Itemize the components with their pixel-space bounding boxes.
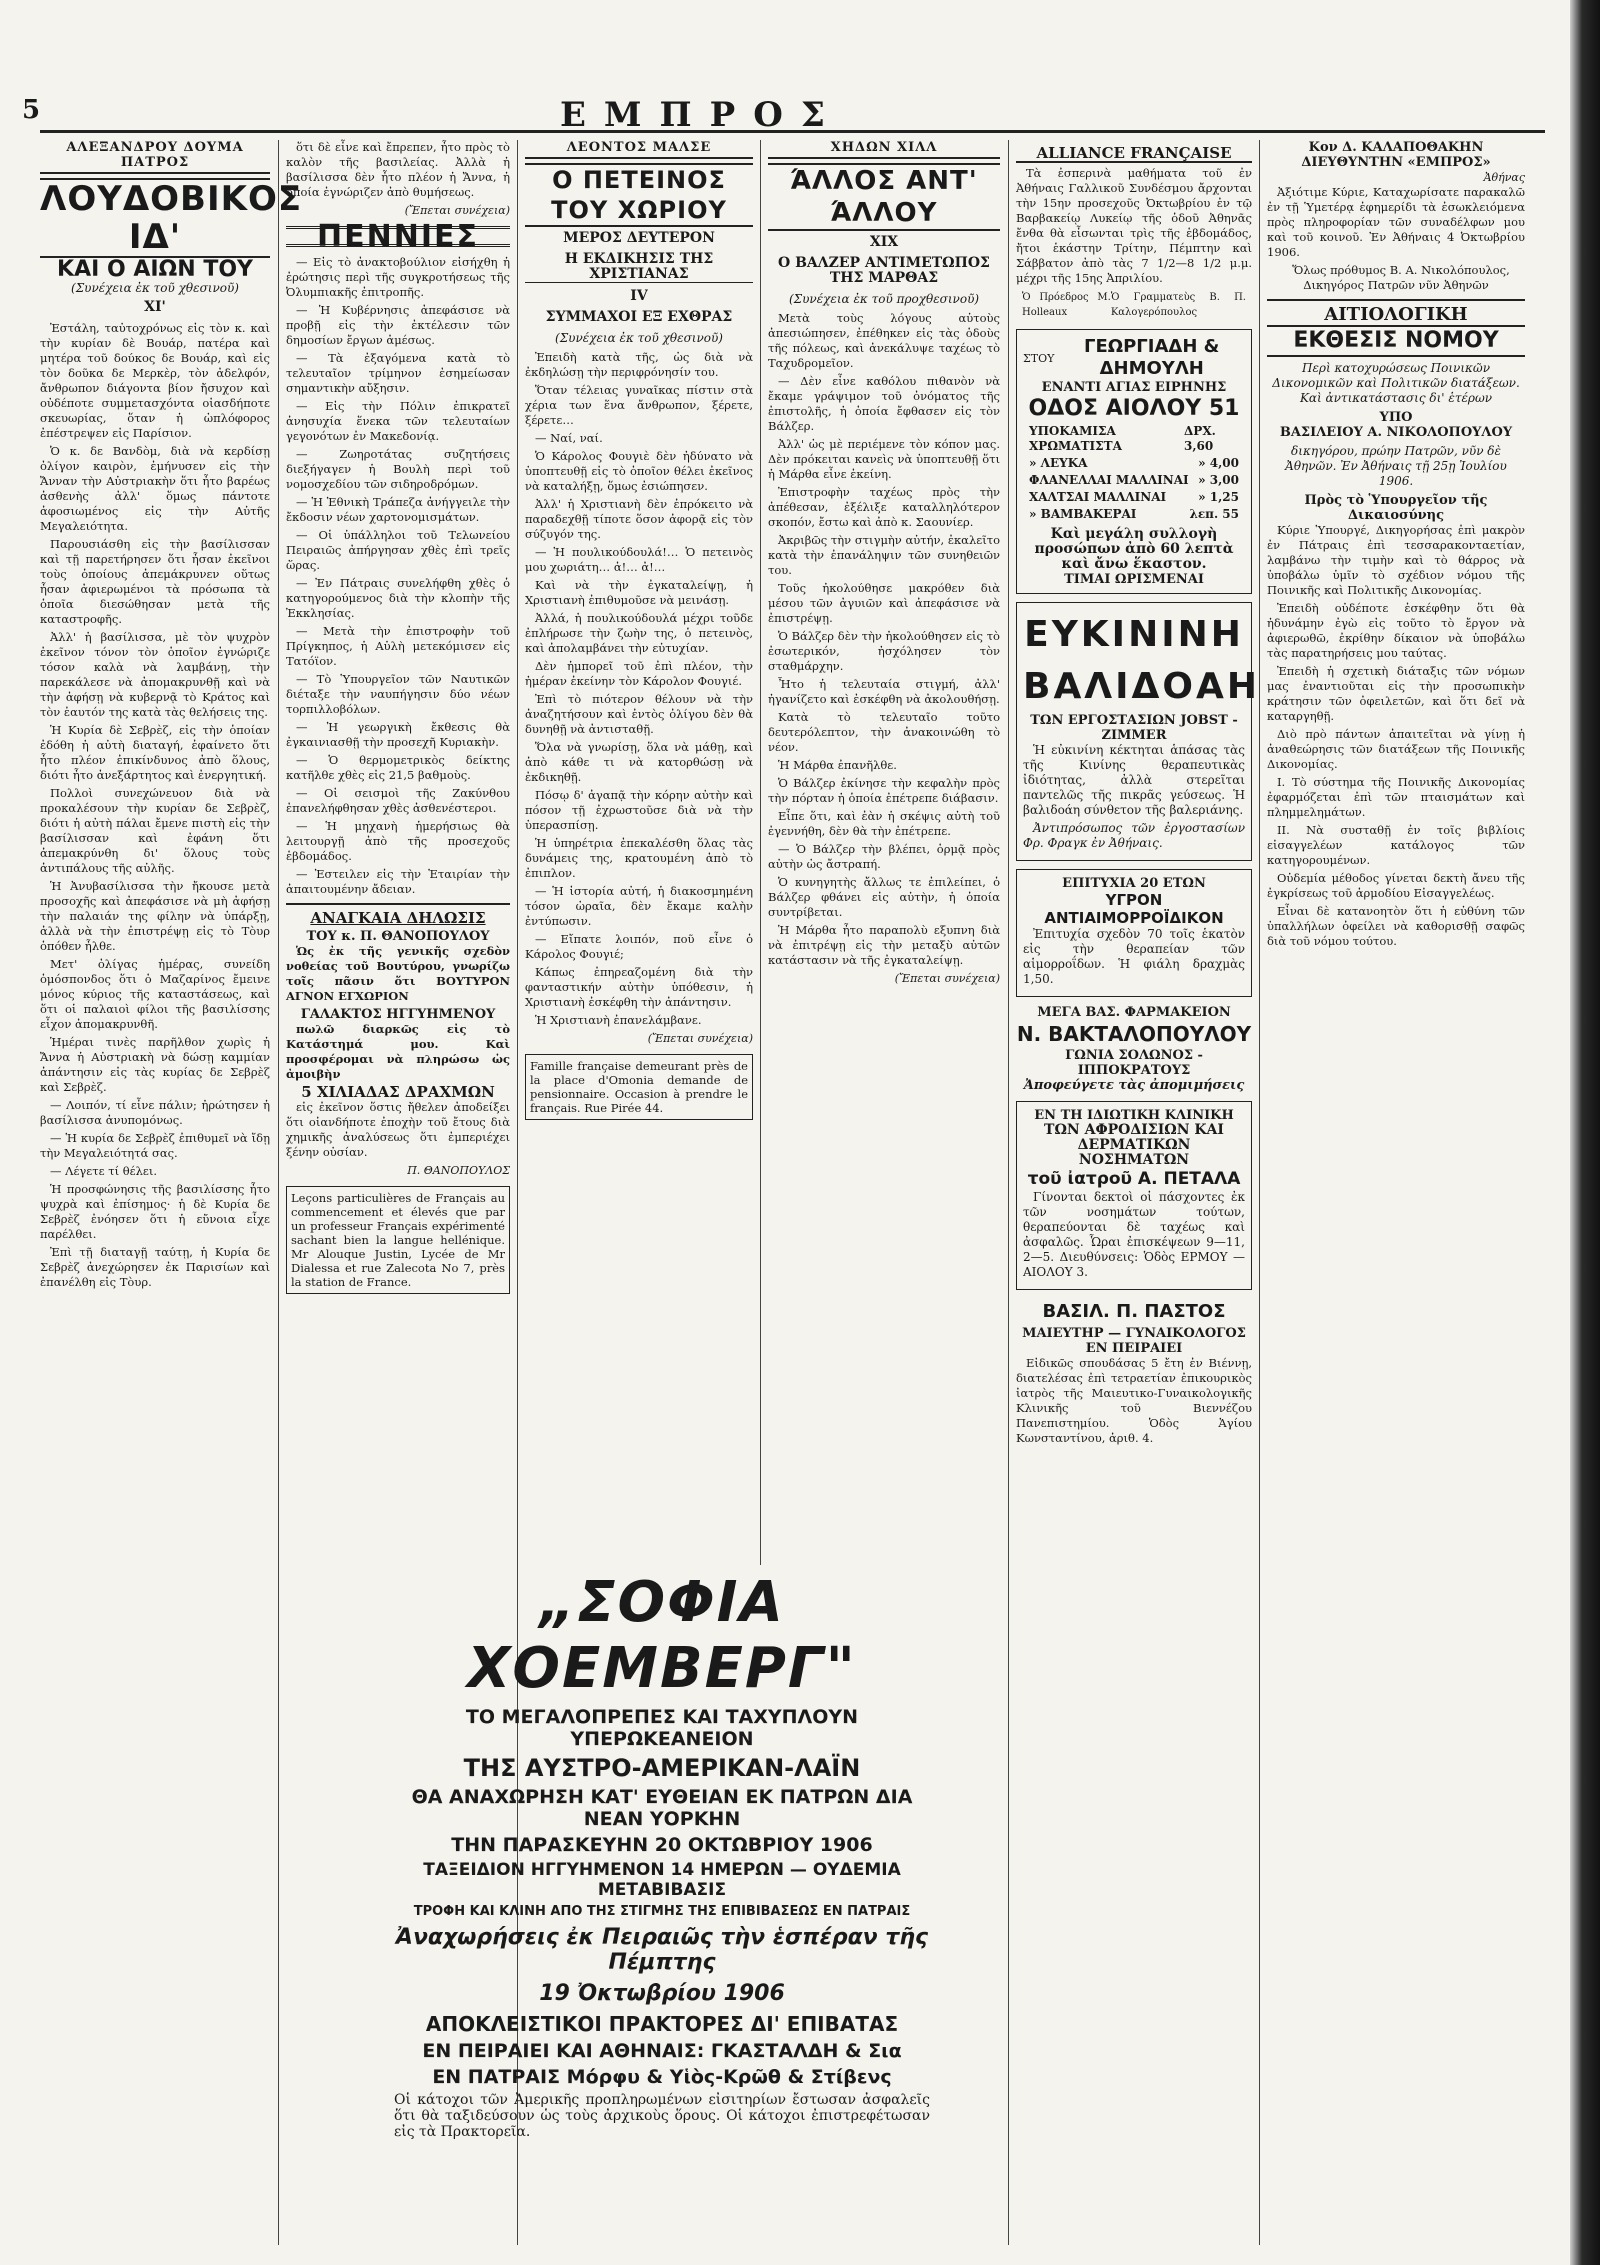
text-paragraph: Κατὰ τὸ τελευταῖο τοῦτο δευτερόλεπτον, τὴν ἀνακοινώθη τὸ νέον. — [768, 710, 1000, 754]
page-edge-shadow — [1570, 0, 1600, 2265]
serial-author: ΧΗΔΩΝ ΧΙΛΛ — [768, 140, 1000, 159]
law-addressee: Πρὸς τὸ Ὑπουργεῖον τῆς Δικαιοσύνης — [1304, 493, 1488, 523]
text-paragraph: — Μετὰ τὴν ἐπιστροφὴν τοῦ Πρίγκηπος, ἡ Αὐλὴ μετεκόμισεν εἰς Τατόϊον. — [286, 624, 510, 668]
column-rule — [1259, 140, 1260, 2245]
pharmacy-name: Ν. ΒΑΚΤΑΛΟΠΟΥΛΟΥ — [1016, 1022, 1252, 1046]
column-rule — [278, 140, 279, 2245]
serial-title: ΛΟΥΔΟΒΙΚΟΣ ΙΔ' — [40, 179, 303, 257]
chapter-title: ΣΥΜΜΑΧΟΙ ΕΞ ΕΧΘΡΑΣ — [545, 309, 733, 325]
text-paragraph: Ἀκριβῶς τὴν στιγμὴν αὐτήν, ἐκαλεῖτο κατὰ τὴν ἐπανάληψιν τῶν συνηθειῶν του. — [768, 533, 1000, 577]
text-paragraph: ὅτι δὲ εἶνε καὶ ἔπρεπεν, ἦτο πρὸς τὸ καλὸν τῆς βασιλείας. Ἀλλὰ ἡ βασίλισσα δὲν ἦτο πλέον ἡ Ἄννα, ἡ ὁποία ἐγνώριζεν ἀπὸ θυμήσεως. — [286, 140, 510, 199]
ad-line: ΤΟ ΜΕΓΑΛΟΠΡΕΠΕΣ ΚΑΙ ΤΑΧΥΠΛΟΥΝ ΥΠΕΡΩΚΕΑΝΕΙΟΝ — [465, 1706, 859, 1750]
letter-signature: Ὅλως πρόθυμος Β. Α. Νικολόπουλος, Δικηγόρος Πατρῶν νῦν Ἀθηνῶν — [1292, 263, 1510, 292]
serial-part: ΜΕΡΟΣ ΔΕΥΤΕΡΟΝ — [563, 230, 715, 246]
text-paragraph: Ἡμέραι τινὲς παρῆλθον χωρὶς ἡ Ἄννα ἡ Αὐστριακὴ νὰ δώσῃ καμμίαν ἀπάντησιν εἰς τὰς κυρίας δε Σεβρὲζ καὶ Σεβρὲζ. — [40, 1035, 270, 1094]
law-author-sub: δικηγόρου, πρώην Πατρῶν, νῦν δὲ Ἀθηνῶν. Ἐν Ἀθήναις τῇ 25ῃ Ἰουλίου 1906. — [1285, 444, 1507, 488]
text-paragraph: Κάπως ἐπηρεαζομένη διὰ τὴν φανταστικήν αὐτὴν ὑπόθεσιν, ἡ Χριστιανὴ ἐσκέφθη τὴν ἀπάντησιν. — [525, 965, 753, 1009]
eukinine-footer: Ἀντιπρόσωπος τῶν ἐργοστασίων Φρ. Φραγκ ἐν Ἀθήναις. — [1023, 821, 1245, 850]
clinic-text: Γίνονται δεκτοὶ οἱ πάσχοντες ἐκ τῶν νοσημάτων τούτων, θεραπεύονται δὲ ταχέως καὶ ἀσφαλῶς. Ὧραι ἐπισκέψεων 9—11, 2—5. Διευθύνσεις: Ὁδὸς ΕΡΜΟΥ — ΑΙΟΛΟΥ 3. — [1023, 1190, 1245, 1279]
text-paragraph: Ἡ Κυρία δὲ Σεβρὲζ, εἰς τὴν ὁποίαν ἐδόθη ἡ αὐτὴ διαταγή, ἐφαίνετο ὅτι ἦτο πλέον ἐπικίνδυνος ἀπὸ ὅλους, διότι ἦτο ἀνεξάρτητος καὶ ἐνεργητική. — [40, 723, 270, 782]
letter-recipient: Κον Δ. ΚΑΛΑΠΟΘΑΚΗΝ — [1308, 140, 1484, 155]
ad-heading: ΕΠΙΤΥΧΙΑ 20 ΕΤΩΝ — [1062, 876, 1206, 891]
law-heading: ΑΙΤΙΟΛΟΓΙΚΗ — [1324, 304, 1468, 325]
midwife-name: ΒΑΣΙΛ. Π. ΠΑΣΤΟΣ — [1042, 1301, 1226, 1322]
text-paragraph: — Τὸ Ὑπουργεῖον τῶν Ναυτικῶν διέταξε τὴν ναυπήγησιν δύο νέων τορπιλλοβόλων. — [286, 672, 510, 716]
notice-product: ΓΑΛΑΚΤΟΣ ΗΓΓΥΗΜΕΝΟΥ — [300, 1007, 496, 1022]
eukinine-sub: ΤΩΝ ΕΡΓΟΣΤΑΣΙΩΝ JOBST - ZIMMER — [1030, 713, 1238, 743]
text-paragraph: II. Νὰ συσταθῇ ἐν τοῖς βιβλίοις εἰσαγγελέων κατάλογος τῶν κατηγορουμένων. — [1267, 823, 1525, 867]
store-address: ΟΔΟΣ ΑΙΟΛΟΥ 51 — [1028, 396, 1240, 421]
text-paragraph: Ἀλλά, ἡ πουλικούδουλά μέχρι τοῦδε ἐπλήρωσε τὴν ζωὴν της, ὁ πετεινὸς, καὶ ἀπολαμβάνει τὴν εὐτυχίαν. — [525, 611, 753, 655]
letter-text: Ἀξιότιμε Κύριε, Καταχωρίσατε παρακαλῶ ἐν τῇ Ὑμετέρᾳ ἐφημερίδι τὰ ἐσωκλειόμενα πρὸς πληροφορίαν τῶν συναδέλφων μου καὶ τοῦ κοινοῦ. Ἐν Ἀθήναις 4 Ὀκτωβρίου 1906. — [1267, 185, 1525, 259]
store-fixed-prices: ΤΙΜΑΙ ΩΡΙΣΜΕΝΑΙ — [1064, 572, 1204, 587]
text-paragraph: Ἐπειδὴ ἡ σχετικὴ διάταξις τῶν νόμων μας ἐναντιοῦται εἰς τὴν προσωπικὴν κράτησιν τῶν ὀφειλετῶν, καὶ ὅτι δεῖ νὰ καταργηθῇ. — [1267, 664, 1525, 723]
text-paragraph: Ὅταν τέλειας γυναῖκας πίστιν στὰ χέρια των ἕνα ἄνθρωπον, ξέρετε, ξέρετε… — [525, 383, 753, 427]
text-paragraph: Ἀλλ' ὡς μὲ περιέμενε τὸν κόπον μας. Δὲν πρόκειται κανεὶς νὰ ὑποπτευθῇ ὅτι ἡ Μάρθα εἶνε ἐκείνη. — [768, 437, 1000, 481]
text-paragraph: Μετ' ὀλίγας ἡμέρας, συνείδη ὁμόσπονδος ὅτι ὁ Μαζαρίνος ἔμεινε μόνος κύριος τῆς καταστάσεως, καὶ ὅτι οἱ παλαιοὶ φίλοι τῆς βασιλίσσης εἶχον ἀπομακρυνθῆ. — [40, 957, 270, 1031]
notice-reward: 5 ΧΙΛΙΑΔΑΣ ΔΡΑΧΜΩΝ — [301, 1083, 495, 1101]
top-rule — [40, 130, 1545, 133]
price-list — [1023, 423, 1245, 523]
page-number: 5 — [22, 95, 41, 125]
price-row — [1023, 455, 1245, 472]
text-paragraph: Ἦτο ἡ τελευταία στιγμή, ἀλλ' ἠγανίζετο καὶ ἐσκέφθη νὰ ἀκολουθήσῃ. — [768, 677, 1000, 706]
text-paragraph: Ὁ Βάλζερ δὲν τὴν ἠκολούθησεν εἰς τὸ ἐσωτερικόν, ἠσχόλησεν τὸν σταθμάρχην. — [768, 629, 1000, 673]
clinic-heading: ΕΝ ΤΗ ΙΔΙΩΤΙΚΗ ΚΛΙΝΙΚΗ — [1034, 1108, 1234, 1123]
text-paragraph: Ἀλλ' ἡ Χριστιανὴ δὲν ἐπρόκειτο νὰ παραδεχθῇ τίποτε ὅσον ἀφορᾷ εἰς τὸν σύζυγόν της. — [525, 497, 753, 541]
notice-body: Ὡς ἐκ τῆς γενικῆς σχεδὸν νοθείας τοῦ Βουτύρου, γνωρίζω τοῖς πᾶσιν ὅτι ΒΟΥΤΥΡΟΝ ΑΓΝΟΝ ΕΓΧΩΡΙΟΝ — [286, 944, 510, 1003]
text-paragraph: Πόσῳ δ' ἀγαπᾷ τὴν κόρην αὐτὴν καὶ πόσον τῇ ἐχρωστοῦσε διὰ νὰ τὴν ὑπερασπίσῃ. — [525, 788, 753, 832]
midwife-text: Εἰδικῶς σπουδάσας 5 ἔτη ἐν Βιέννῃ, διατελέσας ἐπὶ τετραετίαν ἐπικουρικὸς ἰατρὸς τῆς Μαιευτικο-Γυναικολογικῆς Κλινικῆς τοῦ Βιεννέζου Πανεπιστημίου. Ὁδὸς Ἁγίου Κωνσταντίνου, ἀριθ. 4. — [1016, 1356, 1252, 1445]
text-paragraph: — Ὁ Βάλζερ τὴν βλέπει, ὁρμᾷ πρὸς αὐτὴν ὡς ἄστραπή. — [768, 842, 1000, 871]
text-paragraph: Δὲν ἠμπορεῖ τοῦ ἐπὶ πλέον, τὴν ἡμέραν ἐκείνην τὸν Κάρολον Φουγιέ. — [525, 659, 753, 688]
text-paragraph: — Δὲν εἶνε καθόλου πιθανὸν νὰ ἔκαμε γράψιμον τοῦ ὀνόματος τῆς ἐπιστολῆς, ἡ ὁποία ἔφθασεν εἰς τὸν Βάλζερ. — [768, 374, 1000, 433]
chapter-number: IV — [630, 288, 648, 304]
text-paragraph: — Ἡ Κυβέρνησις ἀπεφάσισε νὰ προβῇ εἰς τὴν ἐκτέλεσιν τῶν δημοσίων ἔργων ἀμέσως. — [286, 303, 510, 347]
price-item: ΥΠΟΚΑΜΙΣΑ ΧΡΩΜΑΤΙΣΤΑ — [1029, 424, 1122, 453]
ad-line: ΕΝ ΠΕΙΡΑΙΕΙ ΚΑΙ ΑΘΗΝΑΙΣ: ΓΚΑΣΤΑΛΔΗ & Σια — [422, 2040, 902, 2062]
continued-note: (Ἔπεται συνέχεια) — [404, 204, 510, 217]
notice-heading: ΑΝΑΓΚΑΙΑ ΔΗΛΩΣΙΣ — [310, 909, 486, 927]
ad-line: ΤΡΟΦΗ ΚΑΙ ΚΛΙΝΗ ΑΠΟ ΤΗΣ ΣΤΙΓΜΗΣ ΤΗΣ ΕΠΙΒΙΒΑΣΕΩΣ ΕΝ ΠΑΤΡΑΙΣ — [413, 1904, 911, 1919]
french-lessons-ad: Leçons particulières de Français au commencement et élevés que par un professeur Français expérimenté sachant bien la langue hellénique. Mr Alouque Justin, Lycée de Mr Dialessa et rue Zalecota No 7, près la station de France. — [286, 1186, 510, 1294]
law-subtitle: Περὶ κατοχυρώσεως Ποινικῶν Δικονομικῶν καὶ Πολιτικῶν διατάξεων. Καὶ ἀντικατάστασις δι' ἑτέρων — [1272, 361, 1520, 405]
store-sub: ΕΝΑΝΤΙ ΑΓΙΑΣ ΕΙΡΗΝΗΣ — [1041, 380, 1227, 395]
notice-body: εἰς ἐκεῖνον ὅστις ἤθελεν ἀποδείξει ὅτι οἰανδήποτε ἐποχὴν τοῦ ἔτους διὰ χημικῆς ἀναλύσεως ὅτι ἐμπεριέχει ξένην οὐσίαν. — [286, 1100, 510, 1159]
clinic-doctor: τοῦ ἰατροῦ Α. ΠΕΤΑΛΑ — [1027, 1169, 1241, 1189]
law-author: ΒΑΣΙΛΕΙΟΥ Α. ΝΙΚΟΛΟΠΟΥΛΟΥ — [1279, 425, 1513, 440]
text-paragraph: Μετὰ τοὺς λόγους αὐτοὺς ἀπεσιώπησεν, ἐπέθηκεν εἰς τὰς ὁδοὺς τῆς πόλεως, καὶ ἀνεκάλυψε ταχέως τὸ Ταχυδρομεῖον. — [768, 311, 1000, 370]
text-paragraph: — Εἰς τὴν Πόλιν ἐπικρατεῖ ἀνησυχία ἕνεκα τῶν τελευταίων γεγονότων ἐν Μακεδονίᾳ. — [286, 399, 510, 443]
alliance-president: Ὁ Πρόεδρος M. Holleaux — [1022, 292, 1111, 318]
clinic-ad — [1016, 1101, 1252, 1290]
pharmacy-footer: Ἀποφεύγετε τὰς ἀπομιμήσεις — [1023, 1078, 1245, 1093]
eukinine-ad — [1016, 602, 1261, 861]
text-paragraph: — Ἡ Ἐθνικὴ Τράπεζα ἀνήγγειλε τὴν ἔκδοσιν νέων χαρτονομισμάτων. — [286, 495, 510, 524]
text-paragraph: Ἡ Μάρθα ἐπανῆλθε. — [778, 758, 897, 772]
serial-subtitle: Η ΕΚΔΙΚΗΣΙΣ ΤΗΣ ΧΡΙΣΤΙΑΝΑΣ — [525, 252, 753, 283]
chapter-number: ΧΙ' — [144, 299, 166, 315]
letter-city: Ἀθήνας — [1483, 171, 1525, 184]
text-paragraph: I. Τὸ σύστημα τῆς Ποινικῆς Δικονομίας ἐφαρμόζεται ἐπὶ τῶν πταισμάτων καὶ πλημμελημάτων. — [1267, 775, 1525, 819]
text-paragraph: Κύριε Ὑπουργέ, Δικηγορήσας ἐπὶ μακρὸν ἐν Πάτραις ἐπὶ τεσσαρακονταετίαν, λαμβάνω τὴν τιμὴν καὶ τὸ θάρρος νὰ ὑποβάλω ὑμῖν τὸ σχέδιον νόμου τῆς Ποινικῆς καὶ Πολιτικῆς Δικονομίας. — [1267, 523, 1525, 597]
price-row — [1023, 489, 1245, 506]
serial-body — [525, 350, 753, 1028]
text-paragraph: — Ἡ ἱστορία αὐτή, ἡ διακοσμημένη τόσον ὡραῖα, δὲν ἔκαμε καλὴν ἐντύπωσιν. — [525, 884, 753, 928]
masthead: ΕΜΠΡΟΣ — [560, 95, 843, 135]
ad-line: 19 Ὀκτωβρίου 1906 — [539, 1981, 785, 2006]
text-paragraph: — Οἱ σεισμοὶ τῆς Ζακύνθου ἐπανελήφθησαν χθὲς ἀσθενέστεροι. — [286, 786, 510, 815]
text-paragraph: Ἐστάλη, ταὐτοχρόνως εἰς τὸν κ. καὶ τὴν κυρίαν δὲ Βουάρ, πατέρα καὶ μητέρα τοῦ δούκος δε Βουάρ, καὶ εἰς τὸν δοῦκα δε Μερκὲρ, τὸν ἀδελφόν, ἄνθρωπον διάγοντα βίον ἤσυχον καὶ οὐδέποτε συμμετασχόντα οἱασδήποτε σκευωρίας, ὅταν ἡ ὠπλόφορος ἐπέστρεψεν εἰς Παρίσιον. — [40, 321, 270, 440]
validol-title: ΒΑΛΙΔΟΑΗ — [1023, 666, 1261, 707]
store-extra: Καὶ μεγάλη συλλογὴ προσώπων ἀπὸ 60 λεπτὰ καὶ ἄνω ἕκαστον. — [1034, 526, 1234, 572]
price-row — [1023, 472, 1245, 489]
text-paragraph: Εἶναι δὲ κατανοητὸν ὅτι ἡ εὐθύνη τῶν ὑπαλλήλων ὀφείλει νὰ καθορισθῇ σαφῶς διὰ τοῦ νόμου τούτου. — [1267, 904, 1525, 948]
text-paragraph: Ἡ Ἀνυβασίλισσα τὴν ἤκουσε μετὰ προσοχῆς καὶ ἀπεφάσισε νὰ μὴ ἀφήσῃ τὴν παλαιάν της φίλην νὰ ὑπάρξῃ, ἀλλὰ νὰ τὴν ἐπιστρέψῃ εἰς τὸ Τὸυρ ὁπόθεν ἦλθε. — [40, 879, 270, 953]
text-paragraph: Ἐπὶ τῇ διαταγῇ ταύτῃ, ἡ Κυρία δε Σεβρὲζ ἀνεχώρησεν ἐκ Παρισίων καὶ ἐπανέλθη εἰς Τὸυρ. — [40, 1245, 270, 1289]
text-paragraph: Καὶ νὰ τὴν ἐγκαταλείψῃ, ἡ Χριστιανὴ ἐπιθυμοῦσε νὰ μεινάσῃ. — [525, 578, 753, 607]
continuation-note: (Συνέχεια ἐκ τοῦ χθεσινοῦ) — [555, 331, 723, 345]
column-3 — [525, 140, 753, 1540]
store-ad — [1016, 329, 1252, 594]
ad-line: ΤΗΝ ΠΑΡΑΣΚΕΥΗΝ 20 ΟΚΤΩΒΡΙΟΥ 1906 — [451, 1834, 873, 1856]
alliance-secretary: Ὁ Γραμματεὺς Β. Π. Καλογερόπουλος — [1110, 292, 1246, 318]
antihemorrhoid-ad — [1016, 869, 1252, 997]
ad-line: ΑΠΟΚΛΕΙΣΤΙΚΟΙ ΠΡΑΚΤΟΡΕΣ ΔΙ' ΕΠΙΒΑΤΑΣ — [425, 2012, 899, 2036]
ad-text: Ἐπιτυχία σχεδὸν 70 τοῖς ἑκατὸν εἰς τὴν θεραπείαν τῶν αἱμορροΐδων. Ἡ φιάλη δραχμὰς 1,50. — [1023, 927, 1245, 986]
column-rule — [760, 140, 761, 1565]
pharmacy-address: ΓΩΝΙΑ ΣΟΛΩΝΟΣ - ΙΠΠΟΚΡΑΤΟΥΣ — [1065, 1048, 1203, 1078]
serial-title: ΆΛΛΟΣ ΑΝΤ' ΆΛΛΟΥ — [768, 163, 1000, 231]
serial-author: ΑΛΕΞΑΝΔΡΟΥ ΔΟΥΜΑ ΠΑΤΡΟΣ — [40, 140, 270, 174]
french-pension-ad: Famille française demeurant près de la place d'Omonia demande de pensionnaire. Occasion à prendre le français. Rue Pirée 44. — [525, 1054, 753, 1120]
text-paragraph: Παρουσιάσθη εἰς τὴν βασίλισσαν καὶ τῇ παρετήρησεν ὅτι ἦσαν ἐκεῖνοι τοὺς ὁποίους ἀπεμάκρυνεν οὕτως ἦσαν ἀφιερωμένοι τὰ πρόσωπα τὰ ὁποῖα διεσώθησαν μετὰ τῆς καταστροφῆς. — [40, 537, 270, 626]
continued-note: (Ἔπεται συνέχεια) — [647, 1032, 753, 1045]
alliance-heading: ALLIANCE FRANÇAISE — [1016, 146, 1252, 163]
ad-line: ΘΑ ΑΝΑΧΩΡΗΣΗ ΚΑΤ' ΕΥΘΕΙΑΝ ΕΚ ΠΑΤΡΩΝ ΔΙΑ ΝΕΑΝ ΥΟΡΚΗΝ — [411, 1786, 913, 1830]
store-name: ΓΕΩΡΓΙΑΔΗ & ΔΗΜΟΥΛΗ — [1084, 336, 1220, 379]
continuation-note: (Συνέχεια ἐκ τοῦ χθεσινοῦ) — [71, 281, 239, 295]
notice-signature: Π. ΘΑΝΟΠΟΥΛΟΣ — [407, 1164, 510, 1177]
divider — [286, 903, 510, 905]
text-paragraph: Ὁ κ. δε Βανδὸμ, διὰ νὰ κερδίσῃ ὀλίγον καιρὸν, ἐμήνυσεν εἰς τὴν Ἄνναν τὴν Αὐστριακὴν ὅτι ἦτο βαρέως ἀσθενὴς ἀλλ' ὅμως πάντοτε ἀφοσιωμένος εἰς τὴν Αὐτῆς Μεγαλειότητα. — [40, 444, 270, 533]
pharmacy-heading: ΜΕΓΑ ΒΑΣ. ΦΑΡΜΑΚΕΙΟΝ — [1037, 1005, 1231, 1020]
serial-body — [40, 321, 270, 1290]
text-paragraph: — Ὁ θερμομετρικὸς δείκτης κατῆλθε χθὲς εἰς 21,5 βαθμοὺς. — [286, 753, 510, 782]
price-value: ΔΡΧ. 3,60 — [1184, 424, 1216, 453]
text-paragraph: — Ἡ πουλικούδουλά!… Ὁ πετεινὸς μου χωριάτη… ἀ!… ἀ!… — [525, 545, 753, 574]
text-paragraph: Ἐπὶ τὸ πιότερον θέλουν νὰ τὴν ἀναζητήσουν καὶ ἐντὸς ὀλίγου δὲν θὰ δυνηθῇ νὰ ἀντισταθῇ. — [525, 692, 753, 736]
text-paragraph: — Οἱ ὑπάλληλοι τοῦ Τελωνείου Πειραιῶς ἀπήργησαν χθὲς ἐπὶ τρεῖς ὥρας. — [286, 528, 510, 572]
price-value: » 3,00 — [1198, 473, 1239, 487]
text-paragraph: — Ἡ μηχανὴ ἡμερήσιως θὰ λειτουργῇ ἀπὸ τῆς προσεχοῦς ἑβδομάδος. — [286, 819, 510, 863]
law-by: ΥΠΟ — [1379, 410, 1413, 425]
text-paragraph: — Ναί, ναί. — [535, 431, 603, 445]
eukinine-title: ΕΥΚΙΝΙΝΗ — [1024, 614, 1244, 655]
serial-subtitle: ΚΑΙ Ο ΑΙΩΝ ΤΟΥ — [57, 257, 253, 282]
serial-author: ΛΕΟΝΤΟΣ ΜΑΛΣΕ — [525, 140, 753, 159]
text-paragraph: — Εἴπατε λοιπόν, ποῦ εἶνε ὁ Κάρολος Φουγιέ; — [525, 932, 753, 961]
text-paragraph: Διὸ πρὸ πάντων ἀπαιτεῖται νὰ γίνῃ ἡ ἀναθεώρησις τῶν διατάξεων τῆς Ποινικῆς Δικονομίας. — [1267, 727, 1525, 771]
text-paragraph: — Λοιπόν, τί εἶνε πάλιν; ἠρώτησεν ἡ βασίλισσα ἀνυπομόνως. — [40, 1098, 270, 1127]
law-title: ΕΚΘΕΣΙΣ ΝΟΜΟΥ — [1267, 325, 1525, 357]
notice-body: πωλῶ διαρκῶς εἰς τὸ Κατάστημά μου. Καὶ προσφέρομαι νὰ πληρώσω ὡς ἀμοιβὴν — [286, 1022, 510, 1081]
continued-note: (Ἔπεται συνέχεια) — [894, 972, 1000, 985]
midwife-sub: ΕΝ ΠΕΙΡΑΙΕΙ — [1085, 1341, 1183, 1356]
column-5 — [1016, 140, 1261, 2240]
divider — [1267, 299, 1525, 301]
text-paragraph: Ἐπιστροφὴν ταχέως πρὸς τὴν ἀπέθεσαν, ἐξέλιξε καταλληλότερον σκοπόν, ἔστω καὶ ἀπὸ κ. Σαουνίερ. — [768, 485, 1000, 529]
column-4 — [768, 140, 1000, 1540]
chapter-title: Ο ΒΑΛΖΕΡ ΑΝΤΙΜΕΤΩΠΟΣ ΤΗΣ ΜΑΡΘΑΣ — [778, 255, 990, 286]
alliance-signatures — [1016, 289, 1252, 321]
column-6 — [1267, 140, 1525, 2240]
letter-recipient-title: ΔΙΕΥΘΥΝΤΗΝ «ΕΜΠΡΟΣ» — [1301, 155, 1491, 170]
price-value: λεπ. 55 — [1189, 507, 1239, 521]
ad-text: Οἱ κάτοχοι τῶν Ἀμερικῆς προπληρωμένων εἰσιτηρίων ἔστωσαν ἀσφαλεῖς ὅτι θὰ ταξιδεύσουν ὡς τοὺς ἀρχικοὺς ὅρους. Οἱ κάτοχοι ἐπιστρεφέτωσαν εἰς τὰ Πρακτορεῖα. — [394, 2092, 930, 2140]
price-value: » 1,25 — [1198, 490, 1239, 504]
text-paragraph: — Τὰ ἐξαγόμενα κατὰ τὸ τελευταῖον τρίμηνον ἐσημείωσαν σημαντικὴν αὔξησιν. — [286, 351, 510, 395]
clinic-title: ΤΩΝ ΑΦΡΟΔΙΣΙΩΝ ΚΑΙ ΔΕΡΜΑΤΙΚΩΝ ΝΟΣΗΜΑΤΩΝ — [1044, 1122, 1224, 1168]
text-paragraph: — Ἡ γεωργικὴ ἔκθεσις θὰ ἐγκαινιασθῇ τὴν προσεχῆ Κυριακὴν. — [286, 720, 510, 749]
text-paragraph: Ὁ Βάλζερ ἐκίνησε τὴν κεφαλὴν πρὸς τὴν πόρταν ἡ ὁποία ἐπέτρεπε διάβασιν. — [768, 776, 1000, 805]
text-paragraph: — Ἐν Πάτραις συνελήφθη χθὲς ὁ κατηγορούμενος διὰ τὴν κλοπὴν τῆς Ἐκκλησίας. — [286, 576, 510, 620]
text-paragraph: — Εἰς τὸ ἀνακτοβούλιον εἰσήχθη ἡ ἐρώτησις περὶ τῆς συγκροτήσεως τῆς Ὀλυμπιακῆς ἐπιτροπῆς. — [286, 255, 510, 299]
price-item: ΧΑΛΤΣΑΙ ΜΑΛΛΙΝΑΙ — [1029, 490, 1167, 504]
price-item: » ΛΕΥΚΑ — [1029, 456, 1088, 470]
text-paragraph: Ἡ ὑπηρέτρια ἐπεκαλέσθη ὅλας τὰς δυνάμεις της, κρατουμένη ἀπὸ τὸ ἐπιπλον. — [525, 836, 753, 880]
text-paragraph: — Ζωηροτάτας συζητήσεις διεξήγαγεν ἡ Βουλὴ περὶ τοῦ νομοσχεδίου τῶν σιδηροδρόμων. — [286, 447, 510, 491]
price-value: » 4,00 — [1198, 456, 1239, 470]
price-item: ΦΛΑΝΕΛΛΑΙ ΜΑΛΛΙΝΑΙ — [1029, 473, 1189, 487]
store-prefix: ΣΤΟΥ — [1023, 351, 1055, 365]
text-paragraph: Εἶπε ὅτι, καὶ ἐὰν ἡ σκέψις αὐτὴ τοῦ ἐγεννήθη, δὲν θὰ τὴν ἐπέτρεπε. — [768, 809, 1000, 838]
ship-name: „ΣΟΦΙΑ ΧΟΕΜΒΕΡΓ" — [467, 1570, 857, 1701]
midwife-title: ΜΑΙΕΥΤΗΡ — ΓΥΝΑΙΚΟΛΟΓΟΣ — [1022, 1326, 1246, 1341]
ad-title: ΥΓΡΟΝ ΑΝΤΙΑΙΜΟΡΡΟΪΔΙΚΟΝ — [1044, 891, 1224, 927]
ad-line: Ἀναχωρήσεις ἐκ Πειραιῶς τὴν ἑσπέραν τῆς Πέμπτης — [395, 1925, 929, 1975]
alliance-text: Τὰ ἐσπερινὰ μαθήματα τοῦ ἐν Ἀθήναις Γαλλικοῦ Συνδέσμου ἄρχονται τὴν 15ην προσεχοῦς Ὀκτωβρίου ἐν τῷ Βαρβακείῳ Λυκείῳ τῆς ὁδοῦ Ἀθηνᾶς ἔνθα θὰ εἶσωνται τρὶς τῆς ἑβδομάδος, ἤτοι ἑκάστην Τρίτην, Πέμπτην καὶ Σάββατον ἀπὸ τὰς 7 1/2—8 1/2 μ.μ. μέχρι τῆς 15ης Ἀπριλίου. — [1016, 166, 1252, 285]
text-paragraph: — Λέγετε τί θέλει. — [50, 1164, 158, 1178]
price-row — [1023, 423, 1245, 455]
text-paragraph: Ἀλλ' ἡ βασίλισσα, μὲ τὸν ψυχρὸν ἐκεῖνον τόνον τὸν ὁποῖον ἐγνώριζε τόσον καλὰ νὰ λαμβάνῃ, τὴν παρεκάλεσε νὰ ἀπομακρυνθῇ καὶ νὰ τὴν ἀφήσῃ νὰ κυβερνᾷ τὸ Κράτος καὶ τὸν ἑαυτόν της κατὰ τὰς θελήσεις της. — [40, 630, 270, 719]
news-items — [286, 255, 510, 897]
eukinine-text: Ἡ εὐκινίνη κέκτηται ἁπάσας τὰς τῆς Κινίνης θεραπευτικὰς ἰδιότητας, ἀλλὰ στερεῖται παντελῶς τῆς πικρᾶς γεύσεως. Ἡ βαλιδοάη σύνθετον τῆς βαλεριάνης. — [1023, 743, 1245, 817]
text-paragraph: Ἐπειδὴ οὐδέποτε ἐσκέφθην ὅτι θὰ ἠδυνάμην ἐγὼ εἰς τοῦτο τὸ ἔργον νὰ ἀφιερωθῶ, ἐκρίθην δίκαιον νὰ ὑποβάλω τὰς παρατηρήσεις μου ταύτας. — [1267, 601, 1525, 660]
text-paragraph: — Ἐστειλεν εἰς τὴν Ἑταιρίαν τὴν ἀπαιτουμένην ἄδειαν. — [286, 867, 510, 896]
text-paragraph: Ἡ Χριστιανὴ ἐπανελάμβανε. — [535, 1013, 702, 1027]
ad-line: ΤΑΞΕΙΔΙΟΝ ΗΓΓΥΗΜΕΝΟΝ 14 ΗΜΕΡΩΝ — ΟΥΔΕΜΙΑ ΜΕΤΑΒΙΒΑΣΙΣ — [423, 1860, 901, 1900]
column-rule — [1008, 140, 1009, 2245]
text-paragraph: Ὅλα νὰ γνωρίσῃ, ὅλα νὰ μάθῃ, καὶ ἀπὸ κάθε τι νὰ κατορθώσῃ νὰ ἐκδικηθῇ. — [525, 740, 753, 784]
chapter-number: ΧΙΧ — [869, 234, 899, 250]
text-paragraph: Ἡ προσφώνησις τῆς βασιλίσσης ἦτο ψυχρὰ καὶ ἐπίσημος· ἡ δὲ Κυρία δε Σεβρὲζ ἐνόησεν ὅτι ἡ εὔνοια εἶχε παρέλθει. — [40, 1182, 270, 1241]
text-paragraph: Τοῦς ἠκολούθησε μακρόθεν διὰ μέσου τῶν ἀγυιῶν καὶ ἀπεφάσισε νὰ ἐπιστρέψῃ. — [768, 581, 1000, 625]
text-paragraph: Ὁ κυνηγητὴς ἄλλως τε ἐπιλείπει, ὁ Βάλζερ φθάνει εἰς αὐτὴν, ἡ ὁποία συντρίβεται. — [768, 875, 1000, 919]
text-paragraph: Ἐπειδὴ κατὰ τῆς, ὡς διὰ νὰ ἐκδηλώσῃ τὴν περιφρόνησίν του. — [525, 350, 753, 379]
text-paragraph: Ὁ Κάρολος Φουγιὲ δὲν ἠδύνατο νὰ ὑποπτευθῇ εἰς τὸ ὁποῖον θέλει ἐκεῖνος νὰ καταλήξῃ, ὅμως ἐσιώπησεν. — [525, 449, 753, 493]
ad-line: ΕΝ ΠΑΤΡΑΙΣ Μόρφυ & Υἱὸς-Κρῶθ & Στίβενς — [432, 2066, 892, 2088]
continuation-note: (Συνέχεια ἐκ τοῦ προχθεσινοῦ) — [788, 292, 980, 306]
price-item: » ΒΑΜΒΑΚΕΡΑΙ — [1029, 507, 1137, 521]
serial-body — [768, 311, 1000, 968]
text-paragraph: Ἡ Μάρθα ἦτο παραπολὺ εξυπνη διὰ νὰ ἐπιτρέψῃ εἰς τὴν μεταξὺ αὐτῶν κατάστασιν νὰ τῆς ἐγκαταλείψῃ. — [768, 923, 1000, 967]
section-heading: ΠΕΝΝΙΕΣ — [286, 226, 510, 247]
ad-line: ΤΗΣ ΑΥΣΤΡΟ-ΑΜΕΡΙΚΑΝ-ΛΑΪΝ — [463, 1754, 861, 1782]
law-body — [1267, 523, 1525, 949]
column-1 — [40, 140, 303, 2240]
text-paragraph: — Ἡ κυρία δε Σεβρὲζ ἐπιθυμεῖ νὰ ἴδῃ τὴν Μεγαλειότητά σας. — [40, 1131, 270, 1160]
notice-subheading: ΤΟΥ κ. Π. ΘΑΝΟΠΟΥΛΟΥ — [306, 929, 490, 944]
text-paragraph: Πολλοὶ συνεχώνευον διὰ νὰ προκαλέσουν τὴν κυρίαν δε Σεβρὲζ, διότι ἡ αὐτὴ πάλαι ἔμενε πιστὴ εἰς τὴν βασίλισσαν καὶ ἐφάνη ὅτι ἀπεμακρύνθη δι' ὅλους τοὺς ἀντιπάλους τῆς αὐλῆς. — [40, 786, 270, 875]
text-paragraph: Οὐδεμία μέθοδος γίνεται δεκτὴ ἄνευ τῆς ἐγκρίσεως τοῦ ἁρμοδίου Εἰσαγγελέως. — [1267, 871, 1525, 900]
serial-title: Ο ΠΕΤΕΙΝΟΣ ΤΟΥ ΧΩΡΙΟΥ — [525, 163, 753, 227]
shipping-ad — [382, 1570, 942, 2230]
price-row — [1023, 506, 1245, 523]
